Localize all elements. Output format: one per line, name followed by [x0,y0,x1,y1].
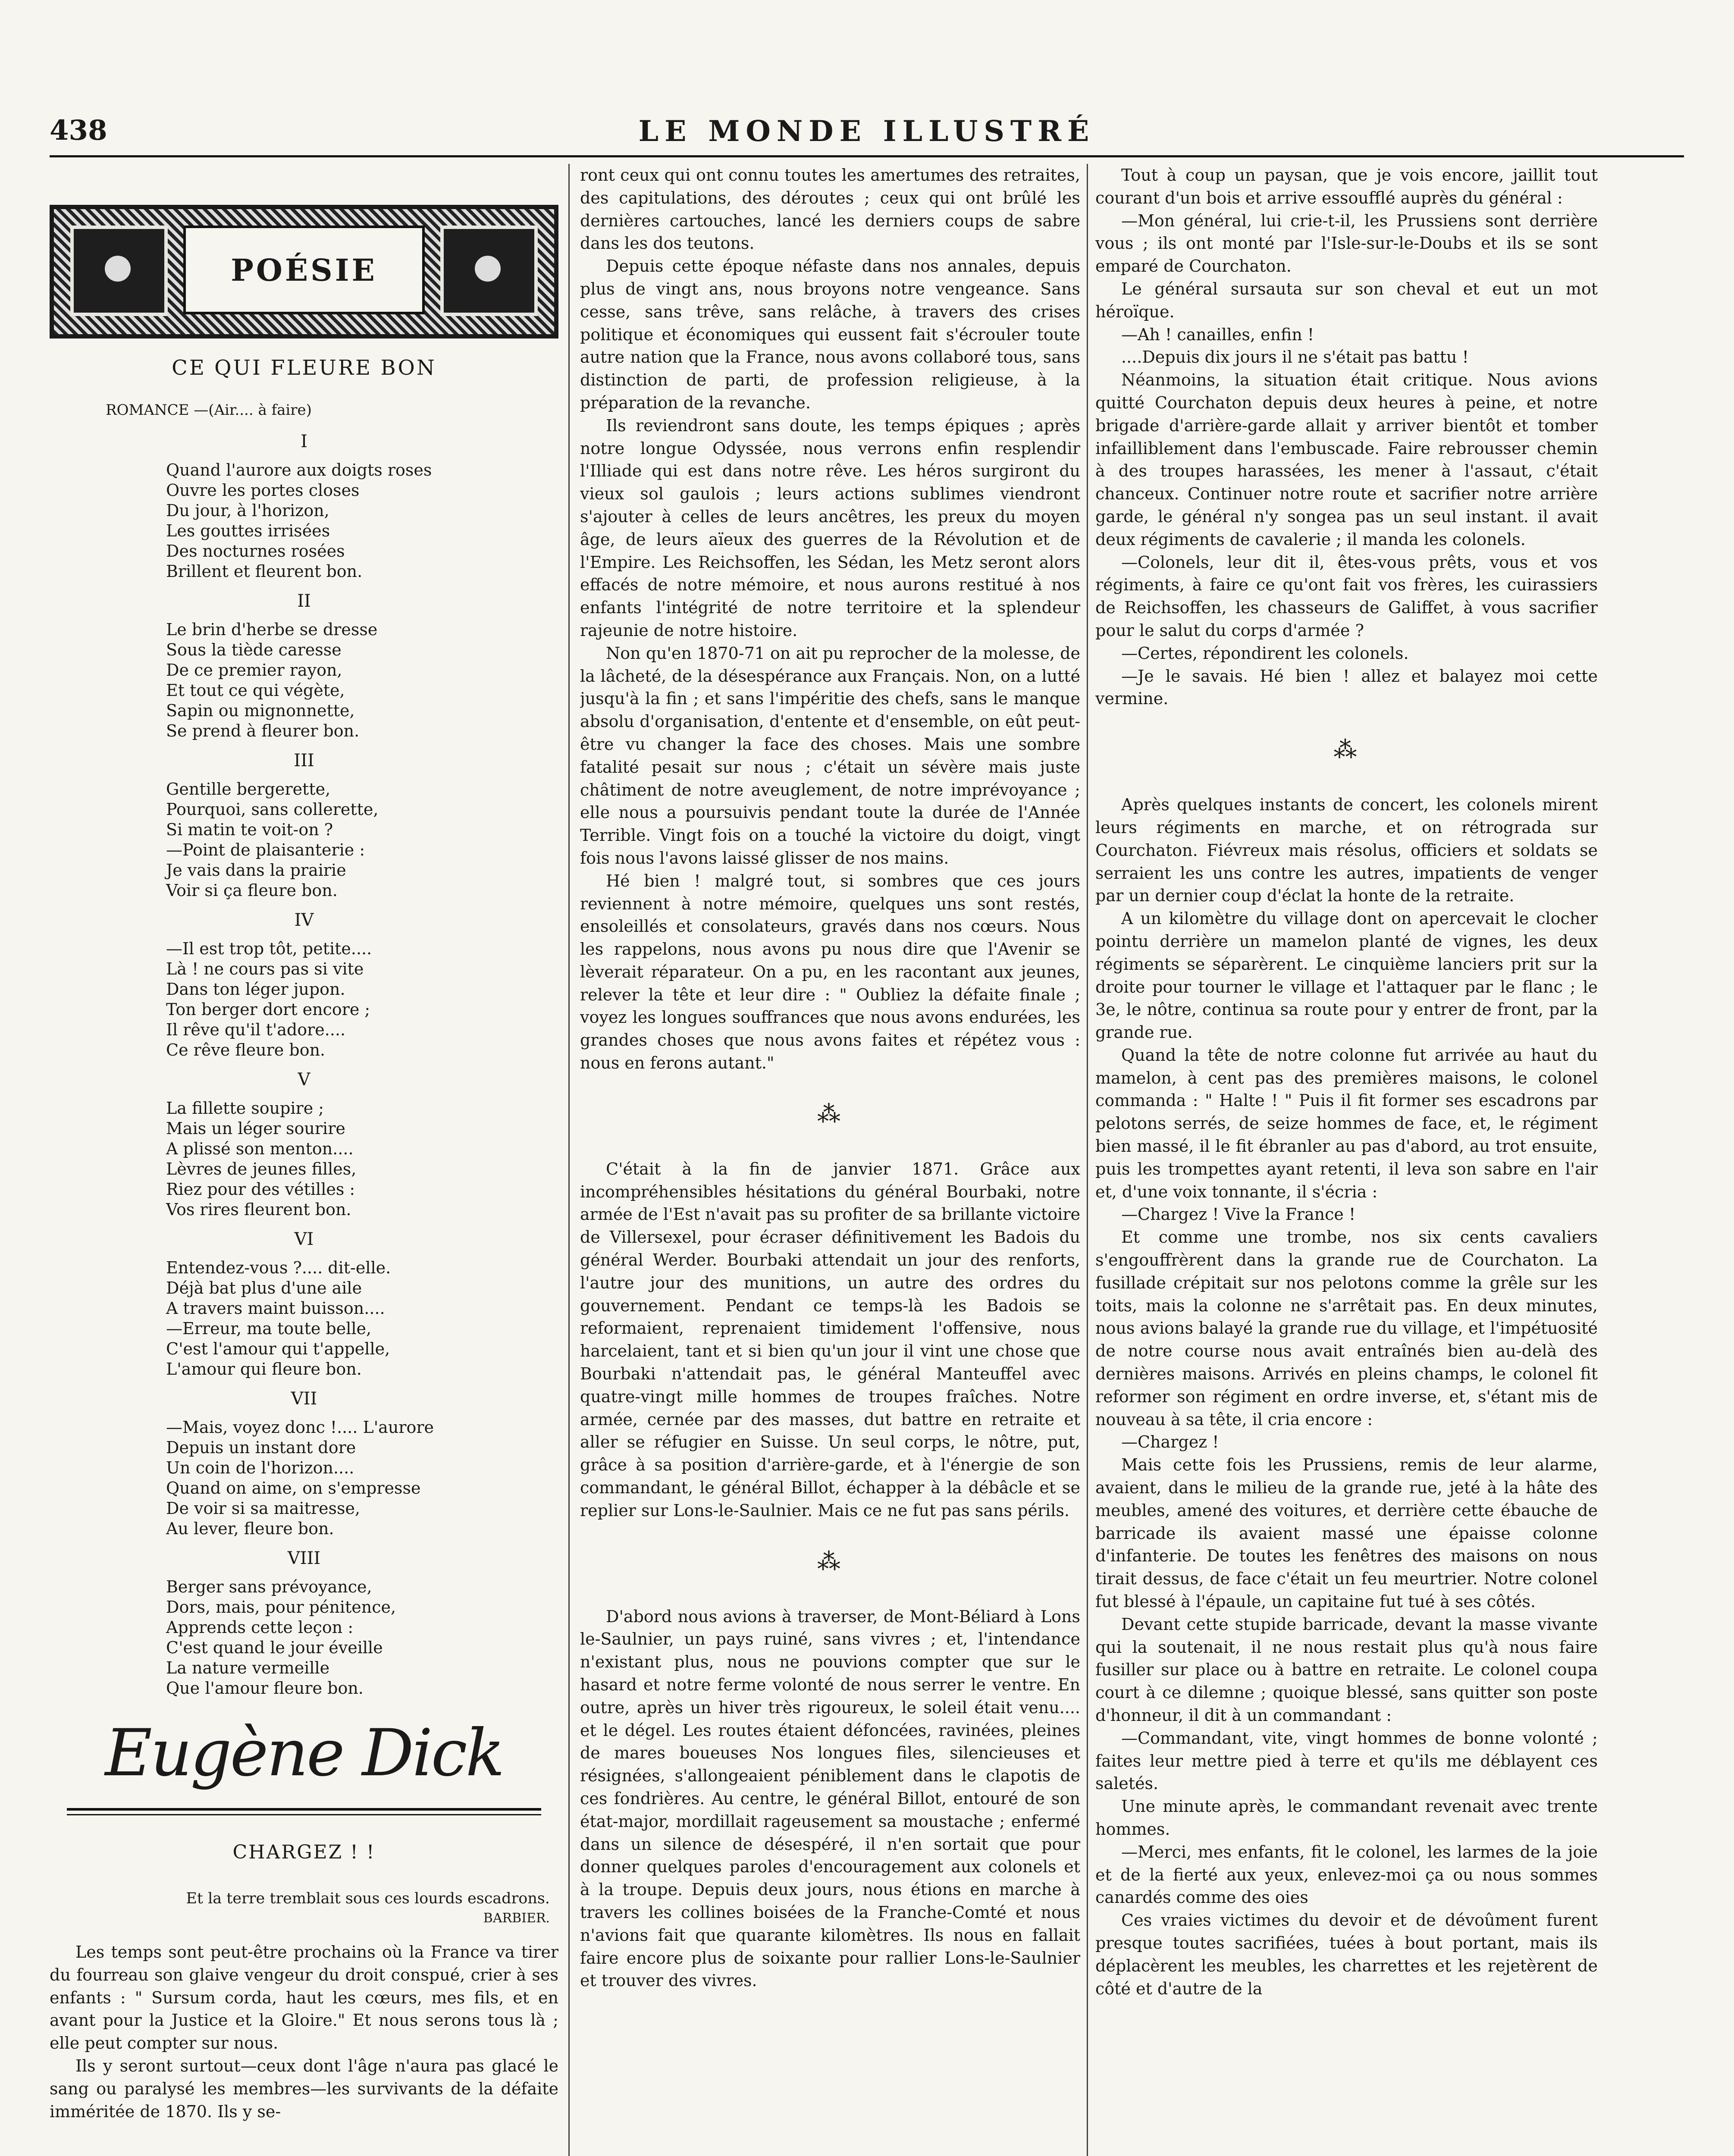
verse-line: Sous la tiède caresse [166,640,342,659]
paragraph: Après quelques instants de concert, les colonels mirent leurs régiments en marche, et on rétrograda sur Courchaton. Fiévreux mais résolus, officiers et soldats se serraient les uns contre les autres, impatients de venger par un dernier coup d'éclat la honte de la retraite. [1095,795,1598,906]
paragraph: —Je le savais. Hé bien ! allez et balayez moi cette vermine. [1095,666,1598,708]
verse-line: Là ! ne cours pas si vite [166,959,364,978]
poetry-banner [50,205,558,338]
paragraph: A un kilomètre du village dont on apercevait le clocher pointu derrière un mamelon planté de vignes, les deux régiments se séparèrent. Le cinquième lanciers prit sur la droite pour tourner le village et l'attaquer par le flanc ; le 3e, le nôtre, continua sa route pour y entrer de front, par la grande rue. [1095,909,1598,1042]
poem-subtitle: ROMANCE —(Air.... à faire) [106,401,312,419]
verse-line: Si matin te voit-on ? [166,820,333,839]
paragraph: —Ah ! canailles, enfin ! [1121,325,1314,344]
paragraph: ront ceux qui ont connu toutes les amertumes des retraites, des capitulations, des déroutes ; ceux qui ont brûlé les dernières cartouches, lancé les derniers coups de sabre dans les dos teutons. [580,166,1080,253]
verse-line: Ton berger dort encore ; [166,1000,370,1019]
separator: ⁂ [817,1100,843,1128]
column-1-text [50,1941,558,2123]
paragraph: Devant cette stupide barricade, devant la masse vivante qui la soutenait, il ne nous restait plus qu'à nous faire fusiller sur place ou à battre en retraite. Le colonel coupa court à ce dilemne ; quoique blessé, sans quitter son poste d'honneur, il dit à un commandant : [1095,1614,1598,1725]
verse-line: Au lever, fleure bon. [166,1519,334,1538]
verse-line: De voir si sa maitresse, [166,1499,361,1518]
stanza-number: II [297,591,311,611]
paragraph: Mais cette fois les Prussiens, remis de leur alarme, avaient, dans le milieu de la grande rue, jeté à la hâte des meubles, amené des voitures, et derrière cette ébauche de barricade ils avaient massé une épaisse colonne d'infanterie. De toutes les fenêtres des maisons on nous tirait dessus, de face c'était un feu meurtrier. Notre colonel fut blessé à l'épaule, un capitaine fut tué à ses côtés. [1095,1455,1598,1611]
paragraph: —Commandant, vite, vingt hommes de bonne volonté ; faites leur mettre pied à terre et qu'ils me déblayent ces saletés. [1095,1728,1598,1793]
verse-line: Riez pour des vétilles : [166,1180,355,1199]
paragraph: ....Depuis dix jours il ne s'était pas battu ! [1121,348,1469,367]
verse-line: C'est quand le jour éveille [166,1638,383,1657]
verse-line: —Erreur, ma toute belle, [166,1319,372,1338]
verse-line: Dans ton léger jupon. [166,980,345,999]
paragraph: C'était à la fin de janvier 1871. Grâce aux incompréhensibles hésitations du général Bourbaki, notre armée de l'Est n'avait pas su profiter de sa brillante victoire de Villersexel, pour écraser définitivement les Badois du général Werder. Bourbaki attendait un jour des renforts, l'autre jour des munitions, un autre des ordres du gouvernement. Pendant ce temps-là les Badois se reformaient, reprenaient timidement l'offensive, nous harcelaient, tant et si bien qu'un jour il vint une chose que Bourbaki n'attendait pas, le général Manteuffel avec quatre-vingt mille hommes de troupes fraîches. Notre armée, cernée par des masses, dut battre en retraite et aller se réfugier en Suisse. Un seul corps, le nôtre, put, grâce à sa position d'arrière-garde, et à l'énergie de son commandant, le général Billot, échapper à la débâcle et se replier sur Lons-le-Saulnier. Mais ce ne fut pas sans périls. [580,1159,1080,1520]
paragraph: Tout à coup un paysan, que je vois encore, jaillit tout courant d'un bois et arrive essoufflé auprès du général : [1095,166,1598,207]
verse-line: Voir si ça fleure bon. [166,881,338,900]
stanza-number: III [294,751,314,771]
verse-line: Apprends cette leçon : [166,1618,354,1637]
paragraph: —Chargez ! [1121,1432,1219,1452]
stanza [166,1417,558,1539]
verse-line: Sapin ou mignonnette, [166,701,355,720]
verse-line: A plissé son menton.... [166,1139,354,1158]
verse-line: Des nocturnes rosées [166,542,345,561]
paragraph: Une minute après, le commandant revenait avec trente hommes. [1095,1797,1598,1839]
stanza-number: V [298,1070,310,1090]
verse-line: Depuis un instant dore [166,1438,356,1457]
column-3 [1095,164,1598,2156]
verse-line: Quand l'aurore aux doigts roses [166,461,432,479]
paragraph: Et comme une trombe, nos six cents cavaliers s'engouffrèrent dans la grande rue de Courchaton. La fusillade crépitait sur nos pelotons comme la grêle sur les toits, mais la colonne ne s'arrêtait pas. En deux minutes, nous avions balayé la grande rue du village, et l'impétuosité de notre course nous avait entraînés bien au-delà des dernières maisons. Arrivés en pleins champs, le colonel fit reformer son régiment en ordre inverse, et, s'étant mis de nouveau à sa tête, il cria encore : [1095,1228,1598,1429]
verse-line: Et tout ce qui végète, [166,681,345,700]
verse-line: Que l'amour fleure bon. [166,1679,364,1698]
paragraph: Les temps sont peut-être prochains où la France va tirer du fourreau son glaive vengeur du droit conspué, crier à ses enfants : " Sursum corda, haut les cœurs, mes fils, et en avant pour la Justice et la Gloire." Et nous serons tous là ; elle peut compter sur nous. [50,1943,558,2053]
page-number: 438 [50,114,107,147]
separator: ⁂ [817,1548,843,1575]
column-2 [580,164,1080,2156]
epigraph-author: BARBIER. [483,1911,550,1926]
article-title: CHARGEZ ! ! [232,1841,376,1863]
paragraph: —Mon général, lui crie-t-il, les Prussiens sont derrière vous ; ils ont monté par l'Isle-sur-le-Doubs et ils se sont emparé de Courchaton. [1095,211,1598,276]
paragraph: Non qu'en 1870-71 on ait pu reprocher de la molesse, de la lâcheté, de la désespérance aux Français. Non, on a lutté jusqu'à la fin ; et sans l'impéritie des chefs, sans le manque absolu d'organisation, d'entente et d'ensemble, on eût peut-être vu changer la face des choses. Mais une sombre fatalité pesait sur nous ; c'était un sévère mais juste châtiment de notre aveuglement, de notre imprévoyance ; elle nous a poursuivis pendant toute la durée de l'Année Terrible. Vingt fois on a touché la victoire du doigt, vingt fois nous l'avons laissé glisser de nos mains. [580,643,1080,868]
verse-line: —Point de plaisanterie : [166,840,365,859]
stanza-number: VI [294,1229,314,1249]
ornament-bird-icon [70,226,168,316]
separator: ⁂ [1333,736,1360,764]
column-divider [568,164,570,2156]
verse-line: L'amour qui fleure bon. [166,1360,362,1379]
paragraph: Depuis cette époque néfaste dans nos annales, depuis plus de vingt ans, nous broyons notre vengeance. Sans cesse, sans trêve, sans relâche, à travers des crises politique et économiques qui eussent fait s'écrouler toute autre nation que la France, nous avons collaboré tous, sans distinction de parti, de profession religieuse, à la préparation de la revanche. [580,257,1080,412]
verse-line: Le brin d'herbe se dresse [166,620,378,639]
verse-line: Gentille bergerette, [166,780,331,799]
verse-line: La nature vermeille [166,1658,330,1677]
paragraph: —Merci, mes enfants, fit le colonel, les larmes de la joie et de la fierté aux yeux, enlevez-moi ça ou nous sommes canardés comme des oies [1095,1842,1598,1907]
verse-line: Les gouttes irrisées [166,521,330,540]
page-header [50,114,1684,149]
header-rule [50,155,1684,162]
verse-line: Un coin de l'horizon.... [166,1458,354,1477]
paragraph: Hé bien ! malgré tout, si sombres que ces jours reviennent à notre mémoire, quelques uns sont restés, ensoleillés et consolateurs, gravés dans nos cœurs. Nous les rappelons, nous avons pu nous dire que l'Avenir se lèverait réparateur. On a pu, en les racontant aux jeunes, relever la tête et leur dire : " Oubliez la défaite finale ; voyez les longues souffrances que nous avons endurées, les grandes choses que nous avons faites et répétez vous : nous en ferons autant." [580,871,1080,1073]
verse-line: Vos rires fleurent bon. [166,1200,351,1219]
poem-title: CE QUI FLEURE BON [172,356,436,380]
verse-line: Déjà bat plus d'une aile [166,1279,362,1297]
paragraph: —Chargez ! Vive la France ! [1121,1205,1356,1224]
verse-line: La fillette soupire ; [166,1099,324,1118]
verse-line: Dors, mais, pour pénitence, [166,1598,396,1617]
verse-line: A travers maint buisson.... [166,1299,385,1318]
column-1 [50,164,558,2156]
paragraph: Ils reviendront sans doute, les temps épiques ; après notre longue Odyssée, nous verrons enfin resplendir l'Illiade qui est dans notre rêve. Les héros surgiront du vieux sol gaulois ; leurs actions sublimes viendront s'ajouter à celles de leurs ancêtres, les preux du moyen âge, de leurs aïeux des guerres de la Révolution et de l'Empire. Les Reichsoffen, les Sédan, les Metz seront alors effacés de notre mémoire, et nous aurons restitué à nos enfants l'intégrité de notre territoire et la splendeur rajeunie de notre histoire. [580,416,1080,640]
paragraph: Quand la tête de notre colonne fut arrivée au haut du mamelon, à cent pas des premières maisons, le colonel commanda : " Halte ! " Puis il fit former ses escadrons par pelotons serrés, de seize hommes de face, et, le régiment bien massé, il le fit ébranler au pas d'abord, au trot ensuite, puis les trompettes ayant retenti, il leva son sabre en l'air et, d'une voix tonnante, il s'écria : [1095,1045,1598,1201]
column-3-text [1095,164,1598,2000]
verse-line: Entendez-vous ?.... dit-elle. [166,1258,391,1277]
stanza [166,1577,558,1698]
verse-line: Du jour, à l'horizon, [166,501,329,520]
verse-line: Ouvre les portes closes [166,481,360,500]
paragraph: Ces vraies victimes du devoir et de dévoûment furent presque toutes sacrifiées, tuées à bout portant, mais ils déplacèrent les meubles, les charrettes et les rejetèrent de côté et d'autre de la [1095,1911,1598,1998]
poem-stanzas [50,432,558,1698]
verse-line: —Il est trop tôt, petite.... [166,939,372,958]
stanza [166,620,558,741]
verse-line: —Mais, voyez donc !.... L'aurore [166,1418,434,1437]
verse-line: Ce rêve fleure bon. [166,1040,326,1059]
stanza-number: IV [294,910,314,930]
section-rule [67,1808,541,1815]
paragraph: —Certes, répondirent les colonels. [1121,643,1409,663]
paragraph: Néanmoins, la situation était critique. Nous avions quitté Courchaton depuis deux heures à peine, et notre brigade d'arrière-garde allait y arriver bientôt et tomber infailliblement dans l'embuscade. Faire rebrousser chemin à des troupes harassées, les mener à l'assaut, c'était chanceux. Continuer notre route et sacrifier notre arrière garde, le général n'y songea pas un seul instant. il avait deux régiments de cavalerie ; il manda les colonels. [1095,370,1598,549]
stanza-number: I [301,432,307,451]
paragraph: Le général sursauta sur son cheval et eut un mot héroïque. [1095,279,1598,321]
masthead: LE MONDE ILLUSTRÉ [638,114,1095,148]
verse-line: Se prend à fleurer bon. [166,721,360,740]
paragraph: Ils y seront surtout—ceux dont l'âge n'aura pas glacé le sang ou paralysé les membres—les survivants de la défaite imméritée de 1870. Ils y se- [50,2056,558,2121]
banner-label: POÉSIE [183,226,425,314]
signature: Eugène Dick [105,1716,503,1791]
epigraph-text: Et la terre tremblait sous ces lourds escadrons. [186,1890,550,1907]
stanza-number: VIII [287,1548,321,1568]
verse-line: Berger sans prévoyance, [166,1577,372,1596]
stanza [166,779,558,901]
verse-line: Je vais dans la prairie [166,861,346,880]
verse-line: Lèvres de jeunes filles, [166,1159,357,1178]
verse-line: Il rêve qu'il t'adore.... [166,1020,346,1039]
stanza [166,1098,558,1220]
ornament-bird-icon [440,226,538,316]
column-divider [1087,164,1088,2156]
stanza [166,1258,558,1379]
paragraph: —Colonels, leur dit il, êtes-vous prêts, vous et vos régiments, à faire ce qu'ont fait vos frères, les cuirassiers de Reichsoffen, les chasseurs de Galiffet, à vous sacrifier pour le salut du corps d'armée ? [1095,552,1598,640]
verse-line: Brillent et fleurent bon. [166,562,363,581]
verse-line: C'est l'amour qui t'appelle, [166,1339,390,1358]
paragraph: D'abord nous avions à traverser, de Mont-Béliard à Lons le-Saulnier, un pays ruiné, sans vivres ; et, l'intendance n'existant plus, nous ne pouvions compter que sur le hasard et notre ferme volonté de nous serrer le ventre. En outre, après un hiver très rigoureux, le soleil était venu.... et le dégel. Les routes étaient défoncées, ravinées, pleines de mares boueuses Nos longues files, silencieuses et résignées, s'allongeaient péniblement dans le clapotis de ces fondrières. Au centre, le général Billot, entouré de son état-major, mordillait rageusement sa moustache ; enfermé dans un silence de désespéré, il n'en sortait que pour donner quelques paroles d'encouragement aux colonels et à la troupe. Depuis deux jours, nous étions en marche à travers les collines boisées de la Franche-Comté et nous n'avions fait que quarante kilomètres. Ils nous en fallait faire encore plus de soixante pour rallier Lons-le-Saulnier et trouver des vivres. [580,1607,1080,1990]
verse-line: Mais un léger sourire [166,1119,345,1138]
verse-line: Quand on aime, on s'empresse [166,1479,421,1498]
stanza-number: VII [291,1389,317,1409]
column-2-text [580,164,1080,1992]
stanza [166,460,558,582]
verse-line: Pourquoi, sans collerette, [166,800,379,819]
epigraph [50,1889,550,1928]
stanza [166,939,558,1060]
verse-line: De ce premier rayon, [166,661,342,680]
